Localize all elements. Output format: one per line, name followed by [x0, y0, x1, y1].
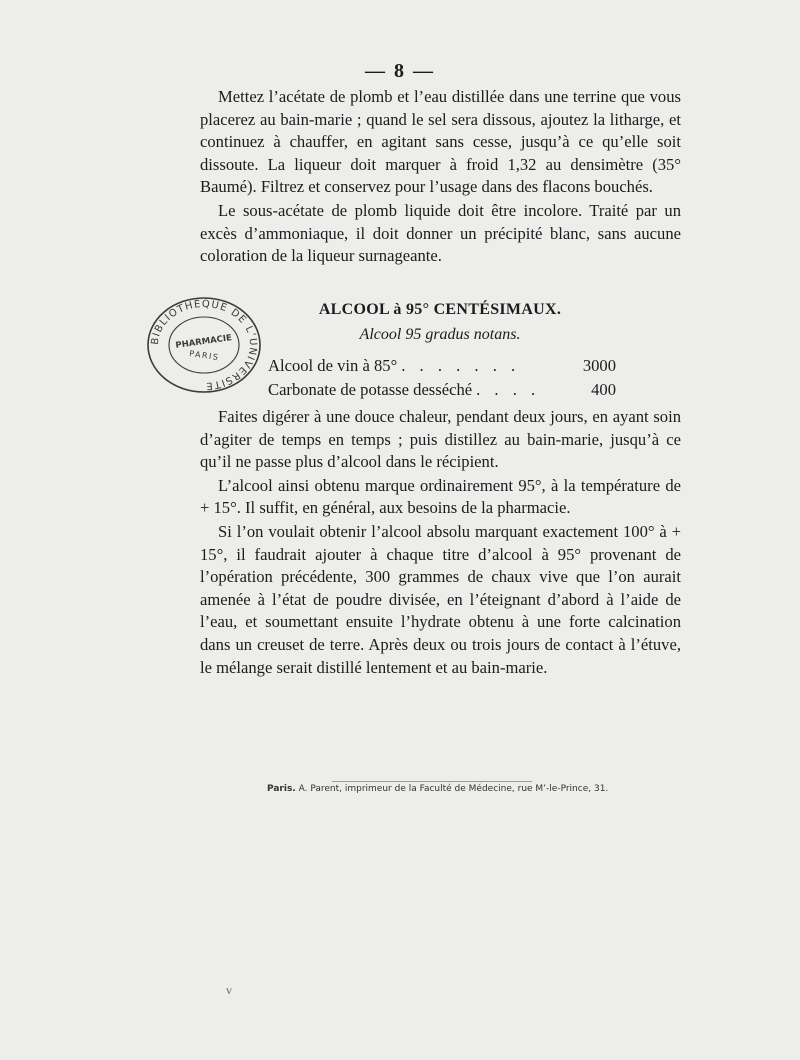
library-stamp	[145, 295, 263, 395]
stamp-line-pharmacie: PHARMACIE	[174, 333, 233, 351]
printer-footer	[267, 783, 623, 795]
ingredient-row	[268, 354, 616, 378]
footer-rule	[332, 781, 532, 782]
paragraph: Si l’on voulait obtenir l’alcool absolu marquant exactement 100° à + 15°, il faudrait ajouter à chaque titre d’alcool à 95° provenant de l’opération précédente, 300 grammes de chaux vive que l’on aurait amenée à l’état de poudre divisée, en l’éteignant d’abord à l’aide de l’eau, et soumettant ensuite l’hydrate obtenu à une forte calcination dans un creuset de terre. Après deux ou trois jours de contact à l’étuve, le mélange serait distillé lentement et au bain-marie.	[200, 521, 681, 677]
stamp-line-paris: PARIS	[188, 348, 220, 363]
paragraph: Faites digérer à une douce chaleur, pendant deux jours, en ayant soin d’agiter de temps en temps ; puis distillez au bain-marie, jusqu’à ce qu’il ne passe plus d’alcool dans le récipient.	[200, 407, 681, 472]
page-number: — 8 —	[365, 60, 435, 82]
ingredient-quantity: 3000	[582, 356, 616, 375]
footer-city: Paris.	[267, 784, 296, 794]
paragraph: L’alcool ainsi obtenu marque ordinairement 95°, à la température de + 15°. Il suffit, en général, aux besoins de la pharmacie.	[200, 475, 681, 518]
margin-mark: v	[226, 983, 232, 997]
leader-dots: . . . .	[476, 380, 541, 399]
leader-dots: . . . . . . .	[401, 356, 521, 375]
ingredient-row	[268, 378, 616, 402]
section-subtitle: Alcool 95 gradus notans.	[359, 326, 521, 343]
section-title: ALCOOL à 95° CENTÉSIMAUX.	[318, 301, 562, 318]
footer-printer: A. Parent, imprimeur de la Faculté de Médecine, rue M’-le-Prince, 31.	[298, 784, 609, 794]
ingredient-name: Alcool de vin à 85°	[268, 356, 398, 375]
ingredient-quantity: 400	[591, 380, 616, 399]
method-text	[200, 406, 681, 679]
paragraph: Mettez l’acétate de plomb et l’eau distillée dans une terrine que vous placerez au bain-marie ; quand le sel sera dissous, ajoutez la litharge, et continuez à chauffer, en agitant sans cesse, jusqu’à ce qu’elle soit dissoute. La liqueur doit marquer à froid 1,32 au densimètre (35° Baumé). Filtrez et conservez pour l’usage dans des flacons bouchés.	[200, 87, 681, 197]
stamp-ring-text: BIBLIOTHÈQUE DE L’UNIVERSITÉ	[149, 298, 259, 392]
ingredient-name: Carbonate de potasse desséché	[268, 380, 473, 399]
intro-text	[200, 86, 681, 268]
paragraph: Le sous-acétate de plomb liquide doit être incolore. Traité par un excès d’ammoniaque, il doit donner un précipité blanc, sans aucune coloration de la liqueur surnageante.	[200, 200, 681, 266]
